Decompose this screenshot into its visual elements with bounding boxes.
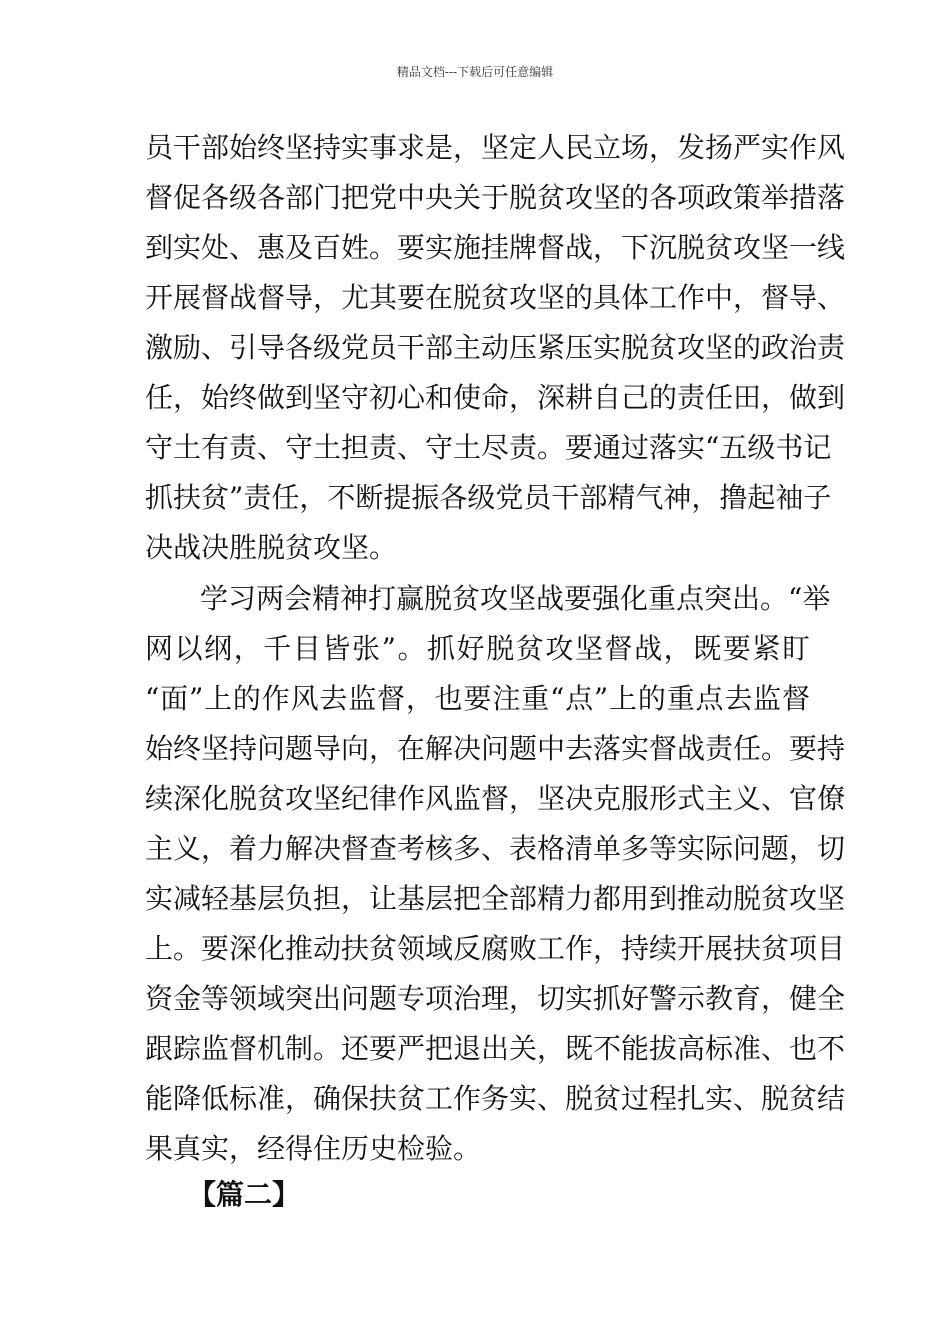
text-line: 实减轻基层负担，让基层把全部精力都用到推动脱贫攻坚 <box>145 882 846 915</box>
text-line: 网以纲，千目皆张”。抓好脱贫攻坚督战，既要紧盯 <box>145 632 810 665</box>
text-line: 资金等领域突出问题专项治理，切实抓好警示教育，健全 <box>145 982 846 1015</box>
text-line: 激励、引导各级党员干部主动压紧压实脱贫攻坚的政治责 <box>145 331 846 364</box>
text-line: 开展督战督导，尤其要在脱贫攻坚的具体工作中，督导、 <box>145 281 846 314</box>
text-line: 员干部始终坚持实事求是，坚定人民立场，发扬严实作风 <box>145 131 846 164</box>
text-line: 抓扶贫”责任，不断提振各级党员干部精气神，撸起袖子 <box>145 481 832 514</box>
text-line: 始终坚持问题导向，在解决问题中去落实督战责任。要持 <box>145 732 846 765</box>
text-line: 上。要深化推动扶贫领域反腐败工作，持续开展扶贫项目 <box>145 932 846 965</box>
text-line: 果真实，经得住历史检验。 <box>145 1132 482 1165</box>
section-heading: 【篇二】 <box>188 1178 301 1211</box>
text-line: 续深化脱贫攻坚纪律作风监督，坚决克服形式主义、官僚 <box>145 782 846 815</box>
text-line: “面”上的作风去监督，也要注重“点”上的重点去监督 <box>145 682 810 715</box>
text-line: 学习两会精神打赢脱贫攻坚战要强化重点突出。“举 <box>200 582 831 615</box>
text-line: 到实处、惠及百姓。要实施挂牌督战，下沉脱贫攻坚一线 <box>145 231 846 264</box>
text-line: 能降低标准，确保扶贫工作务实、脱贫过程扎实、脱贫结 <box>145 1082 846 1115</box>
text-line: 主义，着力解决督查考核多、表格清单多等实际问题，切 <box>145 832 846 865</box>
page-header: 精品文档---下载后可任意编辑 <box>396 65 554 79</box>
text-line: 任，始终做到坚守初心和使命，深耕自己的责任田，做到 <box>145 381 846 414</box>
text-line: 督促各级各部门把党中央关于脱贫攻坚的各项政策举措落 <box>145 181 846 214</box>
text-line: 跟踪监督机制。还要严把退出关，既不能拔高标准、也不 <box>145 1032 846 1065</box>
text-line: 守土有责、守土担责、守土尽责。要通过落实“五级书记 <box>145 431 832 464</box>
text-line: 决战决胜脱贫攻坚。 <box>145 531 398 564</box>
